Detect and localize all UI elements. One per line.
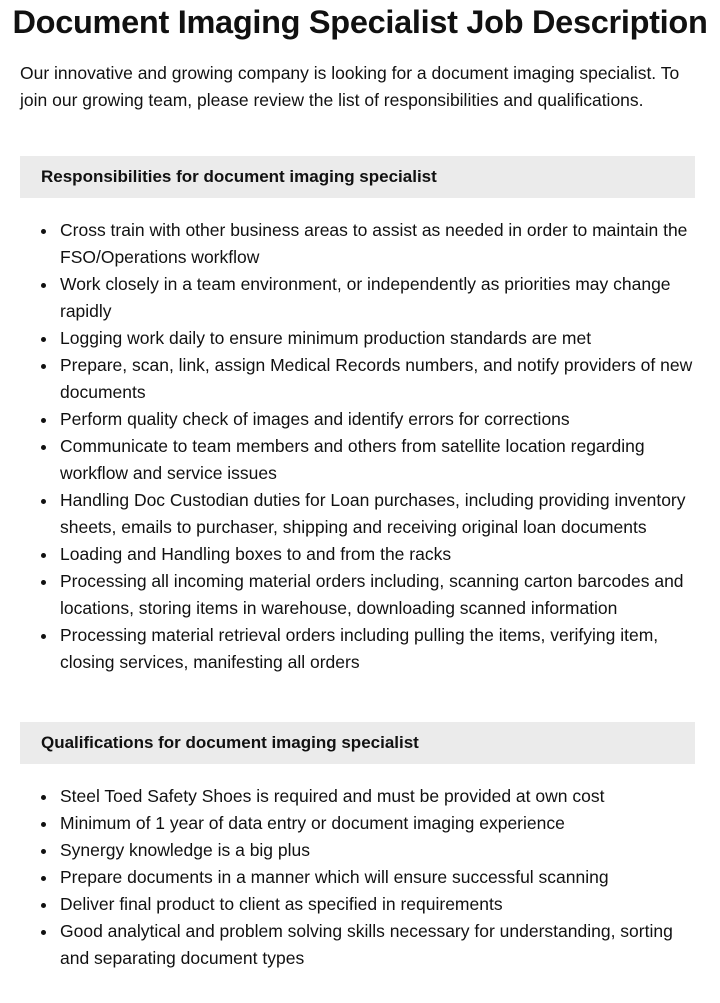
list-item: Prepare documents in a manner which will ensure successful scanning [20,864,700,891]
responsibilities-heading: Responsibilities for document imaging specialist [20,156,695,198]
list-item: Prepare, scan, link, assign Medical Records numbers, and notify providers of new documents [20,352,700,406]
qualifications-heading: Qualifications for document imaging specialist [20,722,695,764]
list-item: Work closely in a team environment, or independently as priorities may change rapidly [20,271,700,325]
qualifications-list [20,783,700,972]
list-item: Loading and Handling boxes to and from the racks [20,541,700,568]
list-item: Perform quality check of images and identify errors for corrections [20,406,700,433]
list-item: Processing all incoming material orders including, scanning carton barcodes and locations, storing items in warehouse, downloading scanned information [20,568,700,622]
list-item: Synergy knowledge is a big plus [20,837,700,864]
list-item: Cross train with other business areas to assist as needed in order to maintain the FSO/Operations workflow [20,217,700,271]
list-item: Good analytical and problem solving skills necessary for understanding, sorting and separating document types [20,918,700,972]
intro-paragraph: Our innovative and growing company is looking for a document imaging specialist. To join our growing team, please review the list of responsibilities and qualifications. [20,63,680,110]
responsibilities-list [20,217,700,676]
list-item: Communicate to team members and others from satellite location regarding workflow and service issues [20,433,700,487]
list-item: Minimum of 1 year of data entry or document imaging experience [20,810,700,837]
page-title: Document Imaging Specialist Job Description [12,4,708,40]
list-item: Deliver final product to client as specified in requirements [20,891,700,918]
list-item: Logging work daily to ensure minimum production standards are met [20,325,700,352]
list-item: Processing material retrieval orders including pulling the items, verifying item, closing services, manifesting all orders [20,622,700,676]
list-item: Steel Toed Safety Shoes is required and must be provided at own cost [20,783,700,810]
list-item: Handling Doc Custodian duties for Loan purchases, including providing inventory sheets, emails to purchaser, shipping and receiving original loan documents [20,487,700,541]
